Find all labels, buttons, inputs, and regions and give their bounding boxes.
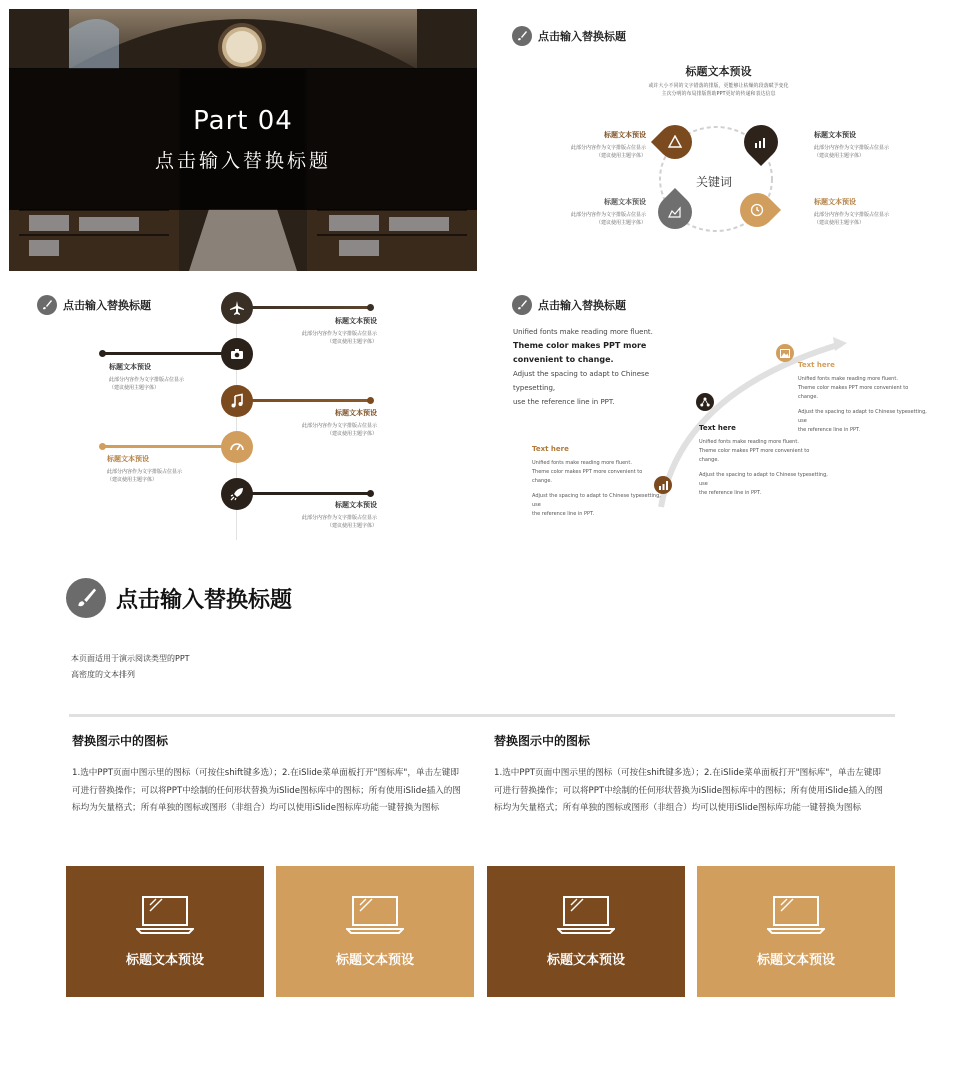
brush-icon bbox=[512, 295, 532, 315]
point-text: Unified fonts make reading more fluent. bbox=[699, 439, 799, 445]
item-text: （建议使用主题字体） bbox=[326, 523, 377, 529]
intro-line: Unified fonts make reading more fluent. bbox=[513, 328, 653, 336]
intro-line: 本页面适用于演示阅读类型的PPT bbox=[71, 654, 190, 663]
connector-line bbox=[237, 306, 371, 309]
slide-cycle bbox=[486, 9, 951, 271]
heading-text: 点击输入替换标题 bbox=[538, 299, 626, 312]
airplane-icon bbox=[229, 300, 245, 316]
timeline-item-4 bbox=[107, 454, 217, 484]
cycle-desc-1: 或许大小不同的文字错落的排版，更能够让枯燥的段落赋予变化 bbox=[648, 83, 789, 89]
network-icon bbox=[700, 397, 710, 407]
cycle-subtitle: 标题文本预设 bbox=[685, 65, 752, 78]
clock-icon bbox=[750, 203, 764, 217]
point-text: Unified fonts make reading more fluent. bbox=[798, 376, 898, 382]
arc-point-2 bbox=[699, 424, 829, 498]
item-text: 此部分内容作为文字排版占位显示 bbox=[814, 145, 890, 151]
point-text: Theme color makes PPT more convenient to change. bbox=[532, 469, 643, 484]
end-dot bbox=[99, 350, 106, 357]
cover-slide bbox=[9, 9, 477, 271]
arc-node-3 bbox=[776, 344, 794, 362]
image-icon bbox=[780, 349, 790, 358]
arc-point-1 bbox=[532, 445, 662, 519]
column-title: 替换图示中的图标 bbox=[72, 734, 169, 748]
node-plane bbox=[221, 292, 253, 324]
slide-arc bbox=[486, 280, 951, 545]
item-text: （建议使用主题字体） bbox=[814, 153, 865, 159]
card-label: 标题文本预设 bbox=[756, 953, 835, 968]
point-text: Theme color makes PPT more convenient to change. bbox=[798, 385, 909, 400]
section-heading bbox=[512, 295, 626, 315]
item-title: 标题文本预设 bbox=[335, 501, 377, 509]
column-text: 1.选中PPT页面中图示里的图标（可按住shift键多选）；2.在iSlide菜单面板打开"图标库"，单击左键即可进行替换操作；可以将PPT中绘制的任何形状替换为iSlide图标库中的图标；所有使用iSlide插入的图标均为矢量格式；所有单独的图标或图形（非组合）均可以使用iSlide图标库功能一键替换为图标 bbox=[72, 768, 461, 813]
node-gauge bbox=[221, 431, 253, 463]
intro-line: convenient to change. bbox=[513, 355, 614, 364]
intro-text bbox=[71, 651, 190, 683]
connector-line bbox=[103, 352, 237, 355]
brush-icon bbox=[66, 578, 106, 618]
item-text: （建议使用主题字体） bbox=[595, 153, 646, 159]
node-camera bbox=[221, 338, 253, 370]
item-text: 此部分内容作为文字排版占位显示 bbox=[301, 331, 377, 337]
heading-text: 点击输入替换标题 bbox=[538, 30, 626, 43]
item-text: 此部分内容作为文字排版占位显示 bbox=[570, 145, 646, 151]
part-label: Part 04 bbox=[193, 105, 293, 136]
node-rocket bbox=[221, 478, 253, 510]
point-text: Theme color makes PPT more convenient to change. bbox=[699, 448, 810, 463]
laptop-icon bbox=[557, 895, 615, 935]
music-note-icon bbox=[229, 393, 245, 409]
bar-chart-icon bbox=[754, 135, 768, 149]
laptop-icon bbox=[346, 895, 404, 935]
intro-line: 高密度的文本排列 bbox=[71, 670, 135, 679]
cycle-item-2 bbox=[814, 130, 934, 160]
brush-icon bbox=[37, 295, 57, 315]
point-title: Text here bbox=[699, 424, 736, 432]
page-title: 点击输入替换标题 bbox=[116, 587, 293, 613]
area-chart-icon bbox=[668, 205, 682, 219]
triangle-icon bbox=[668, 135, 682, 149]
connector-line bbox=[237, 399, 371, 402]
item-text: 此部分内容作为文字排版占位显示 bbox=[301, 423, 377, 429]
card-label: 标题文本预设 bbox=[125, 953, 204, 968]
text-column-right bbox=[494, 732, 889, 818]
item-title: 标题文本预设 bbox=[109, 363, 151, 371]
point-title: Text here bbox=[532, 445, 569, 453]
feature-card-4[interactable] bbox=[697, 866, 895, 997]
item-title: 标题文本预设 bbox=[335, 409, 377, 417]
timeline-item-2 bbox=[109, 362, 219, 392]
cycle-item-3 bbox=[526, 197, 646, 227]
rocket-icon bbox=[229, 486, 245, 502]
section-heading bbox=[37, 295, 151, 315]
point-text: the reference line in PPT. bbox=[532, 511, 595, 517]
item-text: 此部分内容作为文字排版占位显示 bbox=[107, 469, 183, 475]
item-text: （建议使用主题字体） bbox=[109, 385, 160, 391]
section-heading bbox=[512, 26, 626, 46]
connector-line bbox=[103, 445, 237, 448]
end-dot bbox=[367, 490, 374, 497]
end-dot bbox=[367, 304, 374, 311]
slide-timeline bbox=[9, 280, 477, 545]
item-title: 标题文本预设 bbox=[814, 131, 856, 139]
point-text: Adjust the spacing to adapt to Chinese typesetting, use bbox=[532, 493, 661, 508]
cover-title-band bbox=[9, 68, 477, 210]
timeline-item-3 bbox=[277, 408, 377, 438]
point-text: the reference line in PPT. bbox=[798, 427, 861, 433]
camera-icon bbox=[229, 346, 245, 362]
point-title: Text here bbox=[798, 361, 835, 369]
slide-text bbox=[0, 560, 960, 1080]
cover-title: 点击输入替换标题 bbox=[154, 149, 331, 172]
laptop-icon bbox=[767, 895, 825, 935]
speedometer-icon bbox=[229, 439, 245, 455]
card-label: 标题文本预设 bbox=[335, 953, 414, 968]
cycle-item-4 bbox=[814, 197, 934, 227]
item-text: （建议使用主题字体） bbox=[107, 477, 158, 483]
intro-line: use the reference line in PPT. bbox=[513, 398, 615, 406]
item-text: 此部分内容作为文字排版占位显示 bbox=[301, 515, 377, 521]
item-title: 标题文本预设 bbox=[814, 198, 856, 206]
item-text: （建议使用主题字体） bbox=[595, 220, 646, 226]
cycle-keyword: 关键词 bbox=[696, 175, 733, 189]
node-music bbox=[221, 385, 253, 417]
end-dot bbox=[367, 397, 374, 404]
laptop-icon bbox=[136, 895, 194, 935]
item-title: 标题文本预设 bbox=[335, 317, 377, 325]
end-dot bbox=[99, 443, 106, 450]
text-column-left bbox=[72, 732, 467, 818]
heading-text: 点击输入替换标题 bbox=[63, 299, 151, 312]
feature-card-3[interactable] bbox=[487, 866, 685, 997]
timeline-item-5 bbox=[277, 500, 377, 530]
item-text: （建议使用主题字体） bbox=[814, 220, 865, 226]
feature-card-2[interactable] bbox=[276, 866, 474, 997]
item-text: 此部分内容作为文字排版占位显示 bbox=[570, 212, 646, 218]
intro-line: Adjust the spacing to adapt to Chinese typesetting, bbox=[513, 370, 650, 392]
point-text: Adjust the spacing to adapt to Chinese typesetting, use bbox=[699, 472, 828, 487]
arc-point-3 bbox=[798, 361, 928, 435]
timeline-item-1 bbox=[277, 316, 377, 346]
big-heading bbox=[66, 578, 292, 618]
item-title: 标题文本预设 bbox=[604, 198, 646, 206]
item-text: （建议使用主题字体） bbox=[326, 339, 377, 345]
brush-icon bbox=[512, 26, 532, 46]
point-text: the reference line in PPT. bbox=[699, 490, 762, 496]
divider bbox=[69, 714, 895, 717]
feature-card-1[interactable] bbox=[66, 866, 264, 997]
cycle-desc-2: 主次分明的布局排版帮助PPT更好的传递和表达信息 bbox=[661, 91, 776, 97]
item-text: 此部分内容作为文字排版占位显示 bbox=[814, 212, 890, 218]
column-title: 替换图示中的图标 bbox=[494, 734, 591, 748]
arc-node-2 bbox=[696, 393, 714, 411]
item-text: （建议使用主题字体） bbox=[326, 431, 377, 437]
card-label: 标题文本预设 bbox=[546, 953, 625, 968]
intro-line: Theme color makes PPT more bbox=[513, 341, 647, 350]
connector-line bbox=[237, 492, 371, 495]
item-title: 标题文本预设 bbox=[604, 131, 646, 139]
cycle-item-1 bbox=[526, 130, 646, 160]
point-text: Adjust the spacing to adapt to Chinese typesetting, use bbox=[798, 409, 927, 424]
item-title: 标题文本预设 bbox=[107, 455, 149, 463]
column-text: 1.选中PPT页面中图示里的图标（可按住shift键多选）；2.在iSlide菜单面板打开"图标库"，单击左键即可进行替换操作；可以将PPT中绘制的任何形状替换为iSlide图标库中的图标；所有使用iSlide插入的图标均为矢量格式；所有单独的图标或图形（非组合）均可以使用iSlide图标库功能一键替换为图标 bbox=[494, 768, 883, 813]
point-text: Unified fonts make reading more fluent. bbox=[532, 460, 632, 466]
item-text: 此部分内容作为文字排版占位显示 bbox=[109, 377, 185, 383]
